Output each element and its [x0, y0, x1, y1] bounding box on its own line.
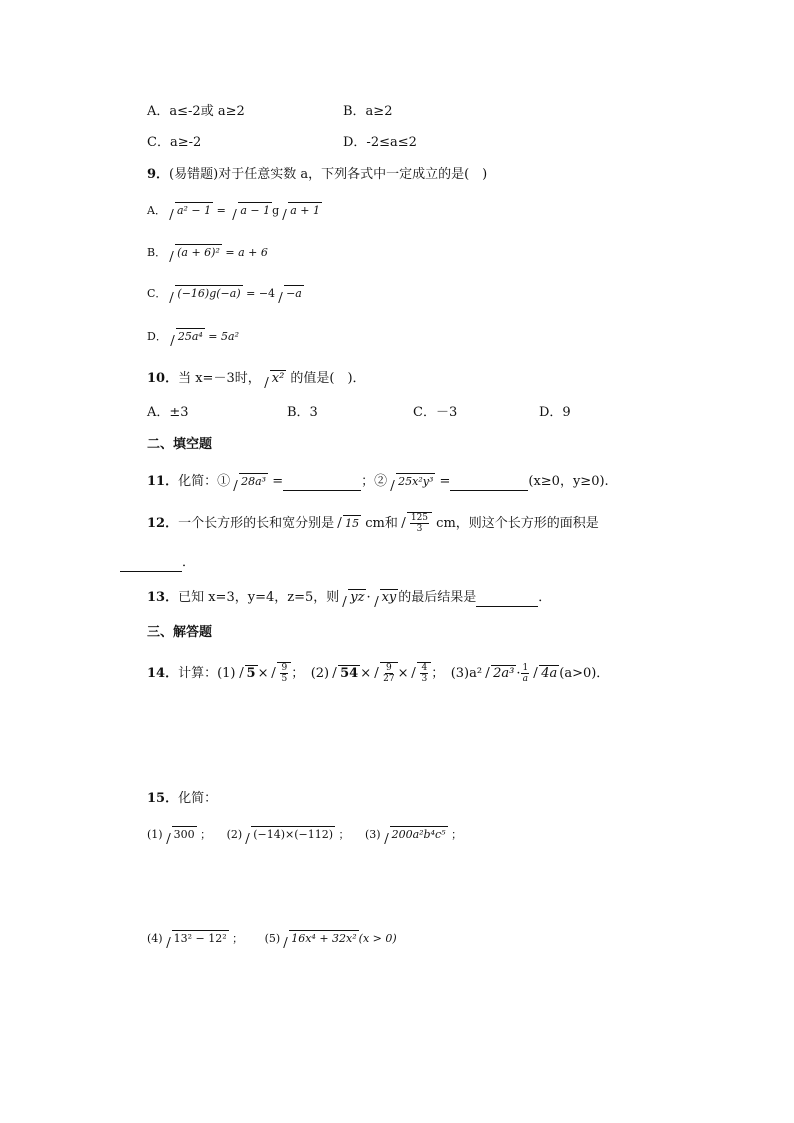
equals: =: [435, 474, 451, 489]
q15-stem: [147, 790, 217, 808]
q9-number: 9．: [147, 167, 170, 182]
q14-text: 计算：(1): [178, 666, 236, 681]
radicand: xy: [381, 590, 397, 605]
q9-option-d: [147, 328, 239, 346]
answer-blank[interactable]: [476, 590, 538, 607]
fraction-denominator: a: [522, 674, 529, 684]
radicand: (−14)×(−112): [253, 828, 333, 841]
radicand: a + 1: [290, 204, 320, 217]
q11-number: 11．: [147, 474, 179, 489]
q13-text: 已知 x=3，y=4，z=5，则: [178, 590, 340, 605]
radicand: 300: [173, 828, 195, 841]
radicand: 2a³: [493, 666, 515, 681]
answer-blank[interactable]: [120, 555, 182, 572]
q9-option-a-label: A．: [147, 204, 166, 217]
radicand: 200a²b⁴c⁵: [391, 828, 446, 841]
q10-text-end: 的值是( )．: [286, 371, 366, 386]
radicand: 5: [246, 666, 256, 681]
separator: ；: [338, 828, 350, 841]
radicand: a − 1: [240, 204, 271, 217]
dot: ·: [516, 666, 521, 681]
fraction-denominator: 3: [416, 524, 423, 534]
equals: =: [268, 474, 284, 489]
radical: [276, 285, 304, 303]
q9-option-a: [147, 202, 322, 220]
condition: (x≥0，y≥0).: [528, 474, 609, 489]
q11-stem: [147, 473, 609, 491]
unit: cm和: [361, 516, 398, 531]
radical: [483, 660, 516, 688]
q10-stem: [147, 370, 366, 388]
q10-option-a: A．±3: [147, 405, 189, 420]
separator: ；: [200, 828, 212, 841]
radical: [230, 202, 272, 220]
q15-row-1: [147, 826, 462, 844]
fraction-numerator: 9: [281, 663, 288, 673]
radicand: 25a⁴: [177, 330, 203, 343]
radicand: 28a³: [241, 475, 267, 488]
radical: [531, 660, 559, 688]
part-label: (2): [226, 828, 243, 841]
separator: ；②: [361, 474, 388, 489]
period: ．: [538, 590, 552, 605]
q14-stem: [147, 660, 609, 688]
q13-stem: [147, 589, 551, 607]
radical: [237, 660, 258, 688]
period: ．: [182, 555, 196, 570]
q8-option-d: D．-2≤a≤2: [343, 135, 417, 150]
q12-stem: [147, 510, 599, 538]
separator: ；: [451, 828, 463, 841]
fraction-numerator: 125: [410, 513, 429, 523]
radical: [164, 826, 197, 844]
q15-row-2: [147, 930, 397, 948]
q12-answer-line: [120, 554, 195, 572]
radicand: 25x²y³: [398, 475, 434, 488]
q9-stem: [147, 166, 487, 184]
radical: [372, 660, 397, 688]
rhs: = 5a²: [204, 330, 239, 343]
product-sign: g: [272, 204, 280, 217]
q10-option-d: D．9: [539, 405, 571, 420]
fraction-numerator: 9: [385, 663, 392, 673]
q9-option-b: [147, 244, 268, 262]
radical: [167, 202, 213, 220]
radicand: 15: [345, 517, 360, 530]
radical: [269, 660, 291, 688]
radical: [409, 660, 431, 688]
times: ×: [397, 666, 409, 681]
radicand: 13² − 12²: [173, 932, 227, 945]
q10-option-c: C．－3: [413, 405, 458, 420]
times: ×: [360, 666, 372, 681]
q13-number: 13．: [147, 590, 179, 605]
q14-number: 14．: [147, 666, 179, 681]
part-label: (5): [264, 932, 281, 945]
radical: [280, 202, 322, 220]
section-answer-title: 三、解答题: [147, 625, 213, 640]
fraction-numerator: 4: [421, 663, 428, 673]
q10-number: 10．: [147, 371, 179, 386]
part-label: (4): [147, 932, 163, 945]
q12-text: 一个长方形的长和宽分别是: [178, 516, 335, 531]
q11-text: 化简：①: [178, 474, 231, 489]
radical: [164, 930, 229, 948]
radicand: −a: [286, 287, 302, 300]
q8-option-b: B．a≥2: [343, 104, 393, 119]
q15-number: 15．: [147, 791, 179, 806]
radicand: 16x⁴ + 32x²: [291, 932, 357, 945]
section-fill-in-title: 二、填空题: [147, 437, 213, 452]
times: ×: [257, 666, 269, 681]
radical: [388, 473, 435, 491]
q10-option-b: B．3: [287, 405, 318, 420]
radicand: (−16)g(−a): [177, 287, 241, 300]
q12-text-end: cm，则这个长方形的面积是: [432, 516, 599, 531]
radical: [168, 328, 205, 346]
radicand: 54: [340, 666, 359, 681]
dot: ·: [366, 590, 371, 605]
radical: [335, 510, 361, 538]
part-label: (3): [365, 828, 381, 841]
radical: [243, 826, 335, 844]
q10-text: 当 x=－3时，: [178, 371, 261, 386]
radical: [281, 930, 358, 948]
separator: ； (2): [291, 666, 330, 681]
q9-text: (易错题)对于任意实数 a，下列各式中一定成立的是( ): [169, 167, 488, 182]
q9-option-c-label: C．: [147, 287, 167, 300]
rhs: = −4: [242, 287, 276, 300]
radical: [231, 473, 268, 491]
equals: =: [213, 204, 230, 217]
q9-option-d-label: D．: [147, 330, 167, 343]
q8-option-a: A．a≤-2或 a≥2: [147, 104, 245, 119]
radical: [167, 244, 222, 262]
radical: [399, 510, 432, 538]
radicand: x²: [271, 371, 285, 386]
fraction-denominator: 5: [281, 674, 288, 684]
separator: ；: [232, 932, 244, 945]
condition: (a>0)．: [559, 666, 610, 681]
radical: [330, 660, 360, 688]
q9-option-b-label: B．: [147, 246, 167, 259]
q13-text-end: 的最后结果是: [398, 590, 477, 605]
q12-number: 12．: [147, 516, 179, 531]
radicand: yz: [350, 590, 365, 605]
q8-option-c: C．a≥-2: [147, 135, 202, 150]
fraction-denominator: 27: [383, 674, 395, 684]
separator: ； (3)a²: [431, 666, 483, 681]
radical: [372, 589, 399, 607]
q15-text: 化简：: [178, 791, 218, 806]
rhs: = a + 6: [221, 246, 268, 259]
answer-blank-2[interactable]: [450, 474, 528, 491]
radical: [340, 589, 366, 607]
q9-option-c: [147, 285, 304, 303]
answer-blank-1[interactable]: [283, 474, 361, 491]
fraction-numerator: 1: [522, 663, 529, 673]
radicand: a² − 1: [176, 204, 212, 217]
part-label: (1): [147, 828, 163, 841]
fraction-denominator: 3: [421, 674, 428, 684]
radicand: (a + 6)²: [177, 246, 220, 259]
radicand: 4a: [541, 666, 558, 681]
radical: [167, 285, 242, 303]
condition: (x > 0): [358, 932, 397, 945]
radical: [382, 826, 448, 844]
radical: [262, 370, 287, 388]
